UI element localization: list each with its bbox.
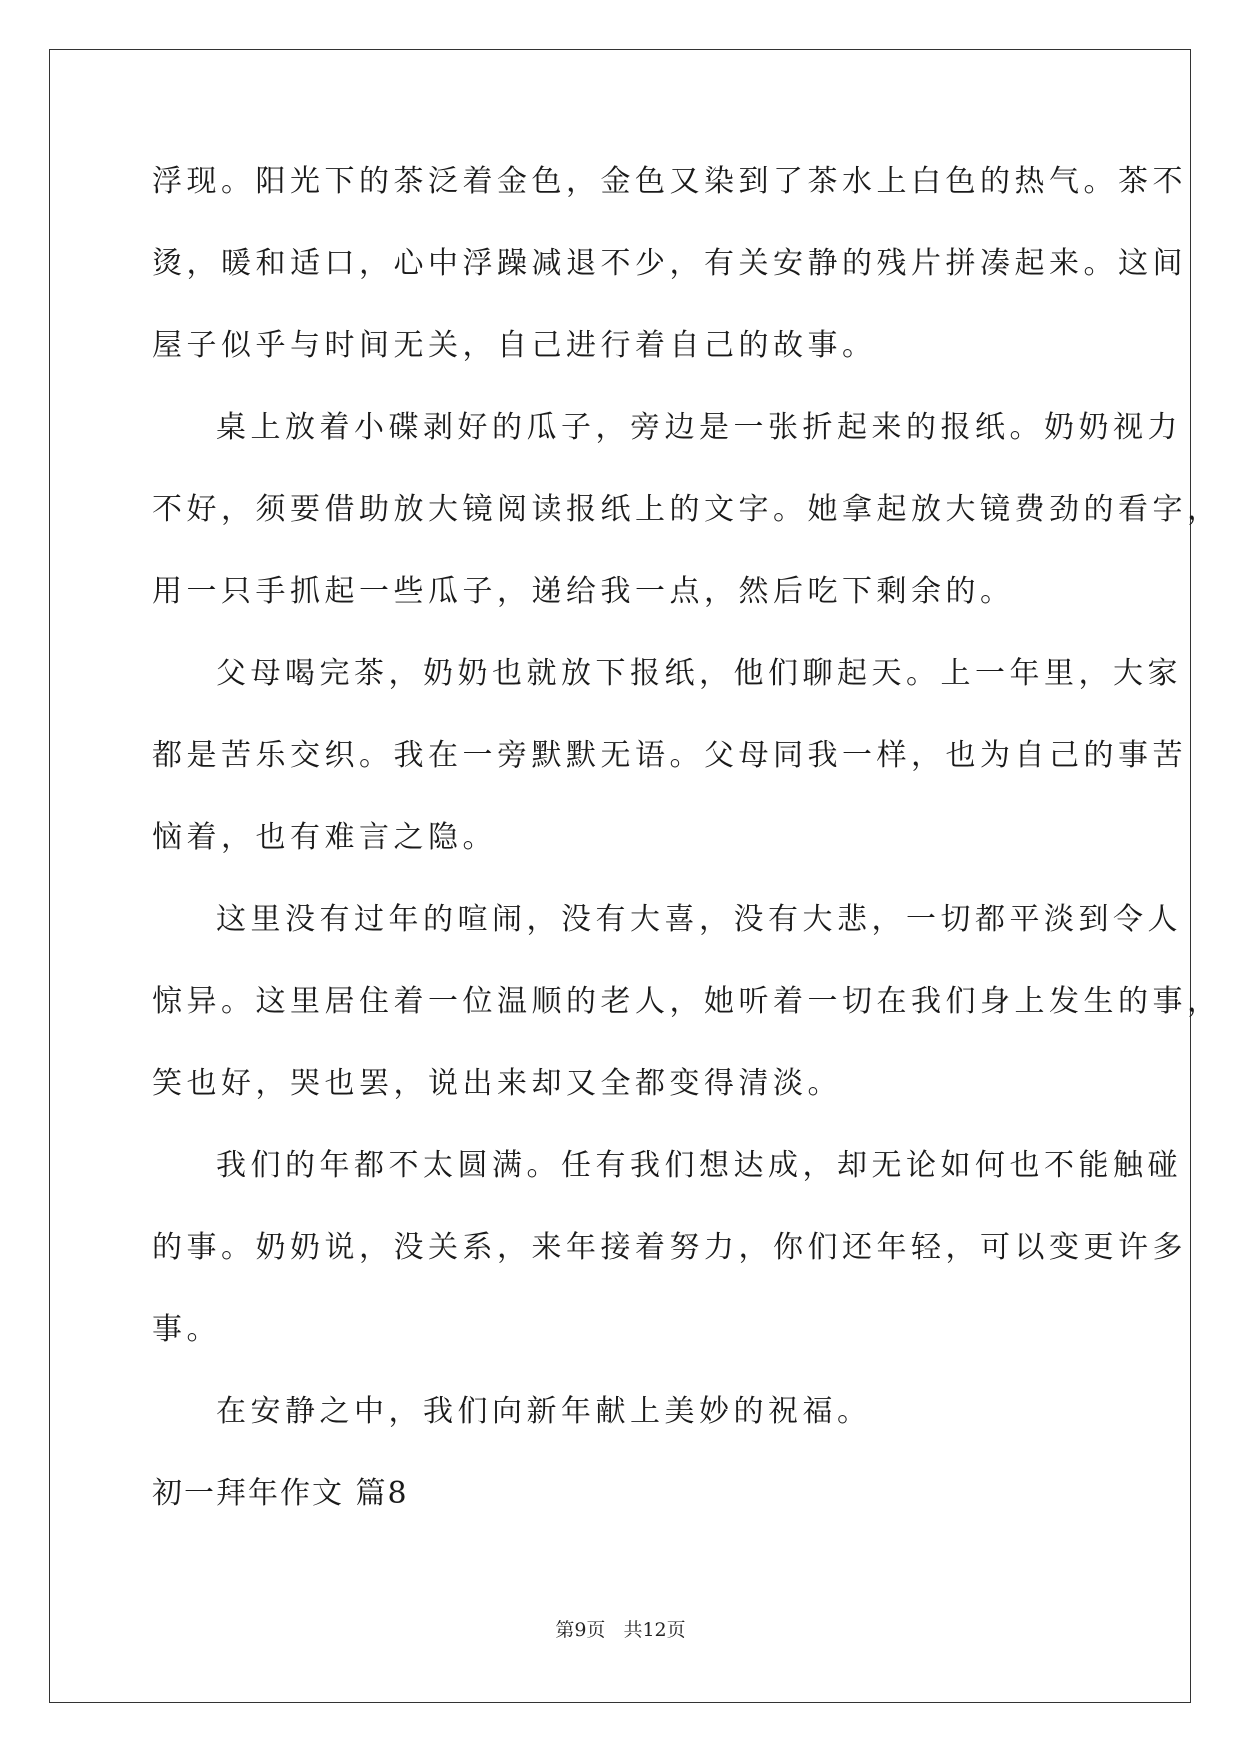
text-line: 事。	[152, 1312, 221, 1347]
text-line: 这里没有过年的喧闹，没有大喜，没有大悲，一切都平淡到令人	[216, 902, 1182, 937]
page-number: 第9页	[555, 1619, 606, 1641]
text-line: 惊异。这里居住着一位温顺的老人，她听着一切在我们身上发生的事，	[152, 984, 1222, 1019]
text-line: 不好，须要借助放大镜阅读报纸上的文字。她拿起放大镜费劲的看字，	[152, 492, 1222, 527]
text-line: 恼着，也有难言之隐。	[152, 820, 497, 855]
text-line: 在安静之中，我们向新年献上美妙的祝福。	[216, 1394, 872, 1429]
paragraph	[152, 654, 1187, 900]
paragraph	[152, 162, 1187, 408]
paragraph	[152, 408, 1222, 654]
text-line: 浮现。阳光下的茶泛着金色，金色又染到了茶水上白色的热气。茶不	[152, 164, 1187, 199]
paragraph	[152, 1146, 1187, 1392]
text-line: 都是苦乐交织。我在一旁默默无语。父母同我一样，也为自己的事苦	[152, 738, 1187, 773]
text-line: 父母喝完茶，奶奶也就放下报纸，他们聊起天。上一年里，大家	[216, 656, 1182, 691]
text-line: 用一只手抓起一些瓜子，递给我一点，然后吃下剩余的。	[152, 574, 1015, 609]
text-line: 烫，暖和适口，心中浮躁减退不少，有关安静的残片拼凑起来。这间	[152, 246, 1187, 281]
text-line: 桌上放着小碟剥好的瓜子，旁边是一张折起来的报纸。奶奶视力	[216, 410, 1182, 445]
text-line: 的事。奶奶说，没关系，来年接着努力，你们还年轻，可以变更许多	[152, 1230, 1187, 1265]
page-footer	[0, 1618, 1241, 1642]
page-total: 共12页	[623, 1619, 686, 1641]
section-heading: 初一拜年作文 篇8	[152, 1476, 409, 1511]
document-body	[152, 162, 1222, 1534]
text-line: 屋子似乎与时间无关，自己进行着自己的故事。	[152, 328, 877, 363]
text-line: 笑也好，哭也罢，说出来却又全都变得清淡。	[152, 1066, 842, 1101]
paragraph	[152, 1392, 1092, 1474]
text-line: 我们的年都不太圆满。任有我们想达成，却无论如何也不能触碰	[216, 1148, 1182, 1183]
paragraph	[152, 900, 1222, 1146]
